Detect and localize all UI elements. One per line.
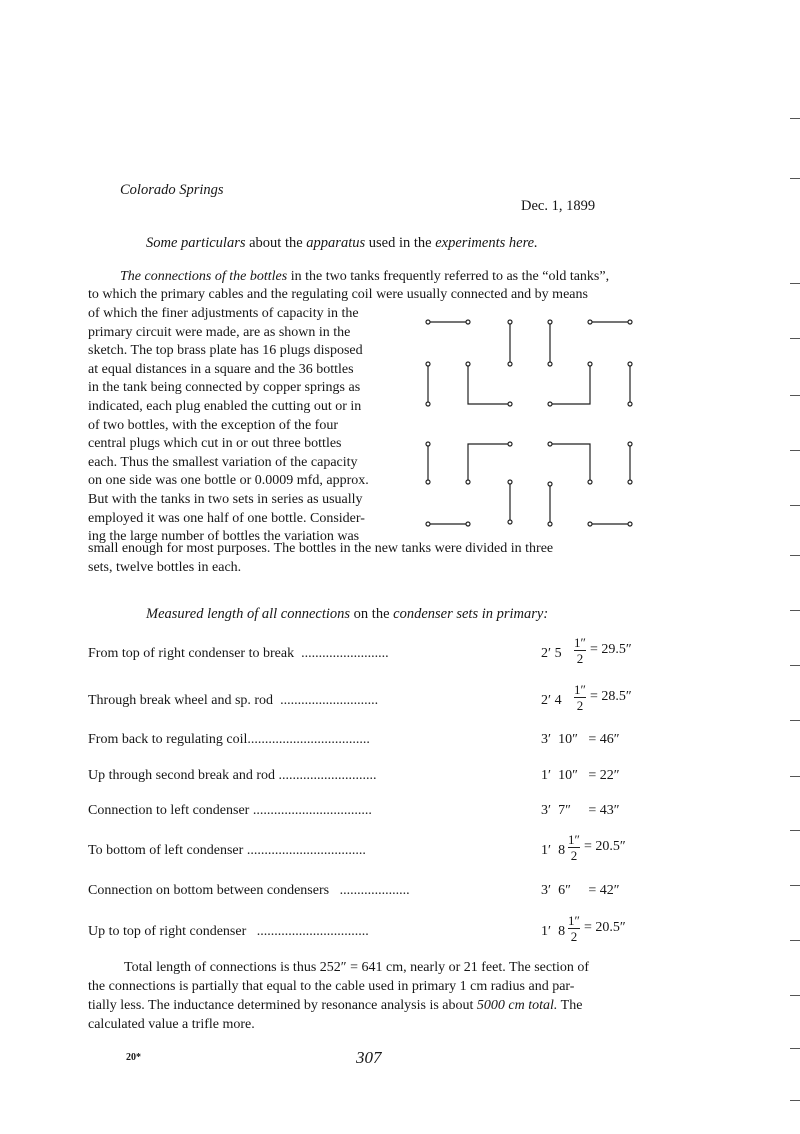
heading-part-3: apparatus: [306, 235, 366, 251]
heading-part-5: experiments here.: [435, 235, 538, 251]
text-line: in the tank being connected by copper springs as: [88, 380, 361, 396]
edge-tick: [790, 665, 800, 666]
leader-dots: ............................: [280, 693, 379, 708]
measurement-label-text: To bottom of left condenser: [88, 843, 244, 858]
measurement-value: 3′ 7″ = 43″: [541, 803, 620, 818]
leader-dots: ....................: [339, 883, 410, 898]
text-line: indicated, each plug enabled the cutting out or in: [88, 398, 362, 414]
edge-tick: [790, 450, 800, 451]
measurement-row: [88, 675, 658, 715]
leader-dots: ...................................: [247, 732, 370, 747]
bottle-connection-sketch: [420, 312, 645, 534]
signature-mark: 20*: [126, 1052, 141, 1063]
measurement-label: [88, 924, 369, 940]
measurement-row: [88, 906, 658, 946]
edge-tick: [790, 940, 800, 941]
text-line: the connections is partially that equal to the cable used in primary 1 cm radius and par-: [88, 979, 575, 994]
text-line: of which the finer adjustments of capacity in the: [88, 306, 359, 321]
measurement-label-text: Up to top of right condenser: [88, 924, 247, 939]
paragraph-1-line-2: to which the primary cables and the regulating coil were usually connected and by means: [88, 287, 588, 302]
measurement-label: [88, 803, 372, 819]
measurement-row: [88, 825, 658, 865]
leader-dots: .........................: [301, 646, 389, 661]
text-span: tially less. The inductance determined by resonance analysis is about: [88, 998, 477, 1013]
measurement-label: [88, 843, 366, 859]
measurement-label-text: Through break wheel and sp. rod: [88, 693, 274, 708]
text-line: ing the large number of bottles the variation was: [88, 529, 360, 545]
measurement-result: = 20.5″: [584, 839, 626, 854]
text-line: central plugs which cut in or out three bottles: [88, 436, 342, 452]
measurement-result: = 20.5″: [584, 920, 626, 935]
paragraph-1-wrapped-text: [88, 305, 408, 547]
measurement-value: 2′ 4: [541, 693, 562, 708]
measurement-label: [88, 732, 370, 748]
text-span: The: [557, 998, 583, 1013]
edge-tick: [790, 830, 800, 831]
edge-tick: [790, 505, 800, 506]
date-line: Dec. 1, 1899: [521, 198, 596, 214]
measurement-row: [88, 628, 658, 668]
text-line: calculated value a trifle more.: [88, 1017, 255, 1032]
place-heading: Colorado Springs: [120, 182, 224, 198]
measurement-label-text: Up through second break and rod: [88, 768, 276, 783]
text-line: small enough for most purposes. The bottles in the new tanks were divided in three: [88, 541, 554, 556]
heading-part-4: used in the: [365, 235, 436, 251]
fraction-denominator: 2: [576, 651, 584, 666]
fraction-numerator: 1″: [568, 913, 580, 928]
measurement-label: [88, 768, 377, 784]
text-span-italic: 5000 cm total.: [476, 998, 558, 1013]
heading-part-2: about the: [245, 235, 307, 251]
leader-dots: ..................................: [252, 803, 372, 818]
measurement-value: 1′ 8: [541, 843, 566, 858]
measurement-row: [88, 865, 658, 905]
leader-dots: ............................: [278, 768, 377, 783]
fraction-numerator: 1″: [568, 832, 580, 847]
leader-dots: ................................: [256, 924, 369, 939]
text-line: [88, 996, 648, 1015]
text-line: employed it was one half of one bottle. Consider-: [88, 510, 365, 526]
text-line: sets, twelve bottles in each.: [88, 559, 242, 575]
edge-tick: [790, 555, 800, 556]
edge-tick: [790, 776, 800, 777]
text-line: at equal distances in a square and the 36 bottles: [88, 361, 354, 377]
measurement-value: 1′ 10″ = 22″: [541, 768, 620, 783]
fraction: [568, 832, 580, 863]
measurement-value: 2′ 5: [541, 646, 562, 661]
measurement-value: 3′ 6″ = 42″: [541, 883, 620, 898]
text-line: on one side was one bottle or 0.0009 mfd, approx.: [88, 473, 369, 489]
page-number: 307: [356, 1048, 382, 1067]
measurement-label-text: Connection to left condenser: [88, 803, 250, 818]
text-line: each. Thus the smallest variation of the capacity: [88, 454, 358, 470]
edge-tick: [790, 178, 800, 179]
fraction-numerator: 1″: [574, 682, 586, 697]
edge-tick: [790, 338, 800, 339]
edge-tick: [790, 610, 800, 611]
paragraph-1-lead: The connections of the bottles: [120, 269, 288, 284]
measurements-heading-part-3: condenser sets in primary:: [393, 606, 549, 622]
measurement-label: [88, 646, 389, 662]
edge-tick: [790, 395, 800, 396]
text-line: sketch. The top brass plate has 16 plugs disposed: [88, 343, 363, 359]
measurement-label-text: Connection on bottom between condensers: [88, 883, 330, 898]
measurement-label: [88, 883, 410, 899]
fraction: [574, 635, 586, 666]
edge-tick: [790, 1100, 800, 1101]
text-line: of two bottles, with the exception of the four: [88, 417, 338, 433]
measurement-label-text: From top of right condenser to break: [88, 646, 295, 661]
fraction-denominator: 2: [570, 848, 578, 863]
paragraph-1-line-1: [120, 268, 660, 287]
paragraph-1-line-1-rest: in the two tanks frequently referred to as the “old tanks”,: [287, 269, 610, 284]
fraction: [568, 913, 580, 944]
text-line: But with the tanks in two sets in series as usually: [88, 491, 363, 507]
measurement-row: [88, 750, 658, 790]
paragraph-1-tail: [88, 540, 648, 577]
measurement-result: = 29.5″: [590, 642, 632, 657]
measurements-heading-part-1: Measured length of all connections: [146, 606, 351, 622]
fraction-denominator: 2: [576, 698, 584, 713]
measurement-label: [88, 693, 378, 709]
closing-paragraph: [88, 958, 648, 1034]
edge-tick: [790, 720, 800, 721]
text-line: primary circuit were made, are as shown in the: [88, 324, 351, 340]
measurement-label-text: From back to regulating coil: [88, 732, 248, 747]
measurements-heading: [146, 606, 548, 623]
measurement-row: [88, 714, 658, 754]
fraction-numerator: 1″: [574, 635, 586, 650]
edge-tick: [790, 283, 800, 284]
leader-dots: ..................................: [246, 843, 366, 858]
measurement-result: = 28.5″: [590, 689, 632, 704]
fraction: [574, 682, 586, 713]
edge-tick: [790, 995, 800, 996]
measurement-value: 3′ 10″ = 46″: [541, 732, 620, 747]
edge-tick: [790, 118, 800, 119]
fraction-denominator: 2: [570, 929, 578, 944]
edge-tick: [790, 1048, 800, 1049]
heading-part-1: Some particulars: [146, 235, 246, 251]
section-heading: [146, 235, 538, 252]
text-line: Total length of connections is thus 252″ = 641 cm, nearly or 21 feet. The section of: [124, 960, 590, 975]
measurement-value: 1′ 8: [541, 924, 566, 939]
measurement-row: [88, 785, 658, 825]
measurements-heading-part-2: on the: [350, 606, 394, 622]
edge-tick: [790, 885, 800, 886]
